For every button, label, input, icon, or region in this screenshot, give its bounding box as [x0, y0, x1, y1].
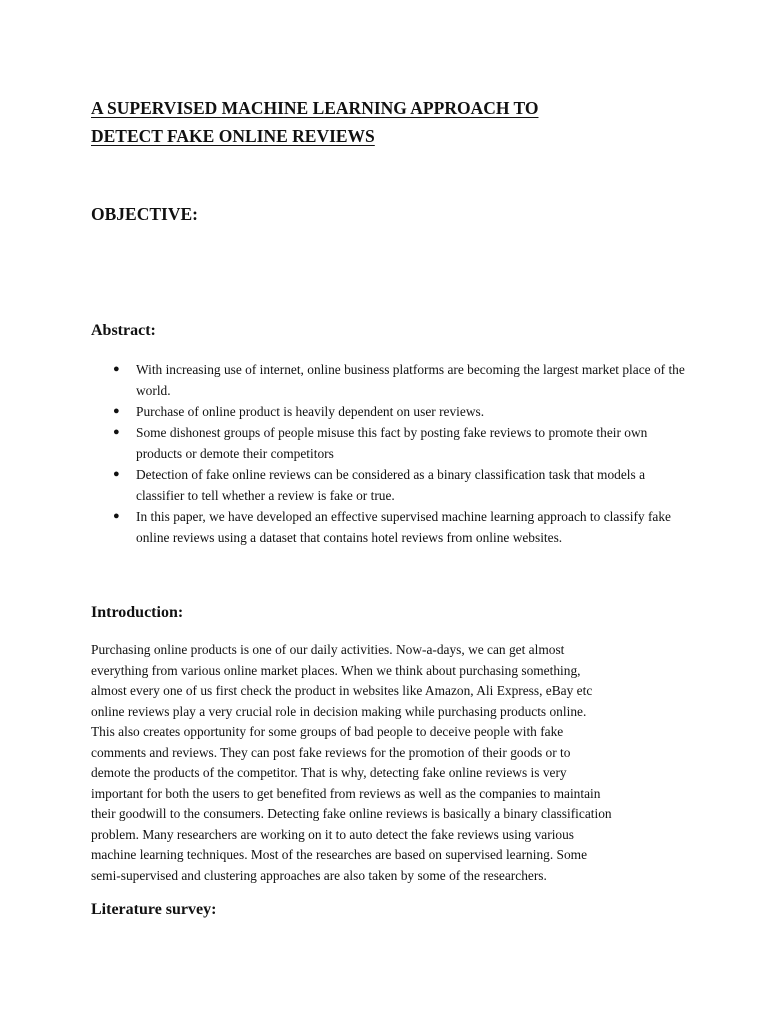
abstract-bullet-item	[91, 422, 691, 464]
objective-heading: OBJECTIVE:	[91, 204, 198, 224]
introduction-line: almost every one of us first check the product in websites like Amazon, Ali Express, eBay etc	[91, 683, 593, 698]
abstract-bullet-item	[91, 401, 691, 422]
abstract-bullet-text: Detection of fake online reviews can be considered as a binary classification task that models a classifier to tell whether a review is fake or true.	[136, 467, 646, 503]
abstract-bullet-text: Purchase of online product is heavily dependent on user reviews.	[136, 404, 485, 419]
bullet-icon: ●	[113, 510, 120, 522]
introduction-paragraph	[91, 640, 691, 886]
bullet-icon: ●	[113, 426, 120, 438]
bullet-icon: ●	[113, 363, 120, 375]
introduction-line: comments and reviews. They can post fake reviews for the promotion of their goods or to	[91, 744, 571, 760]
introduction-line: everything from various online market places. When we think about purchasing something,	[91, 662, 581, 678]
introduction-line: This also creates opportunity for some groups of bad people to deceive people with fake	[91, 724, 564, 739]
introduction-heading: Introduction:	[91, 604, 184, 621]
abstract-bullet-text: In this paper, we have developed an effective supervised machine learning approach to classify fake online reviews using a dataset that contains hotel reviews from online websites.	[136, 509, 671, 545]
bullet-icon: ●	[113, 468, 120, 480]
introduction-line: machine learning techniques. Most of the researches are based on supervised learning. Some	[91, 847, 588, 862]
abstract-bullet-item	[91, 464, 691, 506]
abstract-bullet-list	[91, 359, 691, 548]
abstract-heading: Abstract:	[91, 322, 156, 339]
abstract-bullet-item	[91, 506, 691, 548]
literature-survey-heading: Literature survey:	[91, 901, 217, 918]
title-line: DETECT FAKE ONLINE REVIEWS	[91, 126, 375, 146]
abstract-bullet-item	[91, 359, 691, 401]
introduction-line: important for both the users to get benefited from reviews as well as the companies to maintain	[91, 785, 601, 801]
introduction-line: problem. Many researchers are working on it to auto detect the fake reviews using various	[91, 826, 575, 842]
bullet-icon: ●	[113, 405, 120, 417]
title-line: A SUPERVISED MACHINE LEARNING APPROACH TO	[91, 98, 539, 118]
abstract-bullet-text: Some dishonest groups of people misuse this fact by posting fake reviews to promote their own products or demote their competitors	[136, 425, 648, 461]
abstract-bullet-text: With increasing use of internet, online business platforms are becoming the largest market place of the world.	[136, 362, 685, 398]
introduction-line: Purchasing online products is one of our daily activities. Now-a-days, we can get almost	[91, 642, 565, 657]
introduction-line: online reviews play a very crucial role in decision making while purchasing products online.	[91, 703, 587, 719]
introduction-line: demote the products of the competitor. That is why, detecting fake online reviews is very	[91, 765, 567, 780]
document-title	[91, 94, 651, 150]
introduction-line: their goodwill to the consumers. Detecting fake online reviews is basically a binary classification	[91, 806, 612, 821]
introduction-line: semi-supervised and clustering approaches are also taken by some of the researchers.	[91, 867, 547, 883]
